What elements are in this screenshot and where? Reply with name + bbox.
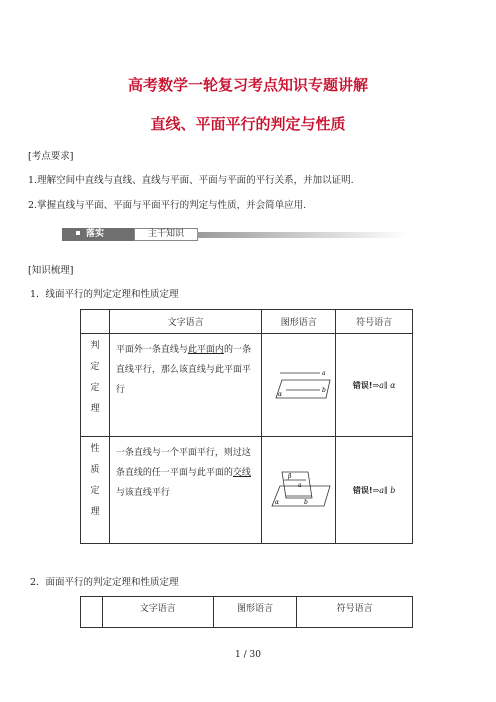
label-char: 判: [90, 341, 100, 351]
table-row-judgement: [81, 334, 413, 437]
symbol-expression: ⇒a∥ b: [372, 485, 396, 495]
text-part: 与该直线平行: [115, 488, 170, 498]
text-part: 的一条直线平行，那么该直线与此平面平行: [115, 345, 251, 395]
label-alpha: α: [277, 390, 282, 398]
header-figure-language: 图形语言: [213, 597, 297, 628]
exam-req-item-2: 2.掌握直线与平面、平面与平面平行的判定与性质，并会简单应用.: [28, 200, 307, 211]
judgement-figure-cell: [262, 334, 336, 437]
label-char: 定: [90, 362, 100, 372]
label-char: 定: [90, 486, 100, 496]
underlined-text: 交线: [232, 468, 251, 478]
page-number: 1 / 30: [235, 650, 261, 660]
plane-intersection-figure: [264, 466, 334, 512]
property-figure-cell: [262, 437, 336, 544]
symbol-expression: ⇒a∥ α: [372, 380, 396, 390]
text-part: 平面外一条直线与: [115, 345, 188, 355]
underlined-text: 此平面内: [187, 345, 224, 355]
judgement-text: [109, 334, 261, 437]
plane-beta-shape: [282, 472, 312, 498]
exam-req-item-1: 1.理解空间中直线与直线、直线与平面、平面与平面的平行关系，并加以证明.: [28, 175, 354, 186]
table-header-row: [81, 310, 413, 334]
square-bullet-icon: [76, 231, 80, 235]
section-1-heading: 1．线面平行的判定定理和性质定理: [30, 289, 179, 300]
row-label-property: [81, 437, 110, 544]
label-alpha: α: [274, 498, 279, 506]
label-a: a: [321, 369, 326, 377]
exam-req-heading: [考点要求]: [28, 151, 74, 162]
table-corner-cell: [81, 597, 103, 628]
judgement-symbol: [336, 334, 413, 437]
page-subtitle: 直线、平面平行的判定与性质: [150, 115, 346, 133]
plane-plane-parallel-table: [80, 596, 413, 628]
label-char: 质: [90, 465, 100, 475]
header-figure-language: 图形语言: [262, 310, 336, 334]
knowledge-heading: [知识梳理]: [28, 265, 74, 276]
text-part: 一条直线与一个平面平行，则过这条直线的任一平面与此平面的: [115, 448, 251, 478]
banner-dark-label: 落实: [86, 229, 105, 239]
label-b: b: [303, 498, 308, 506]
banner-light-label: 主干知识: [134, 228, 198, 241]
symbol-error: 错误!: [352, 485, 373, 495]
table-row-property: [81, 437, 413, 544]
section-banner: [62, 228, 408, 242]
banner-gradient-bar: [197, 232, 408, 238]
page-title: 高考数学一轮复习考点知识专题讲解: [127, 76, 368, 94]
line-plane-parallel-table: [80, 309, 413, 544]
banner-dark: [62, 228, 134, 241]
header-symbol-language: 符号语言: [297, 597, 413, 628]
row-label-judgement: [81, 334, 110, 437]
label-a: a: [297, 481, 302, 489]
label-char: 理: [90, 507, 100, 517]
line-in-plane-figure: [264, 364, 334, 404]
section-2-heading: 2．面面平行的判定定理和性质定理: [30, 577, 179, 588]
label-char: 理: [90, 404, 100, 414]
property-symbol: [336, 437, 413, 544]
header-symbol-language: 符号语言: [336, 310, 413, 334]
property-text: [109, 437, 261, 544]
table-header-row: [81, 597, 413, 628]
symbol-error: 错误!: [352, 380, 373, 390]
table-corner-cell: [81, 310, 110, 334]
header-text-language: 文字语言: [109, 310, 261, 334]
label-beta: β: [287, 472, 292, 480]
label-char: 性: [90, 444, 100, 454]
label-char: 定: [90, 383, 100, 393]
label-b: b: [321, 386, 326, 394]
header-text-language: 文字语言: [102, 597, 213, 628]
